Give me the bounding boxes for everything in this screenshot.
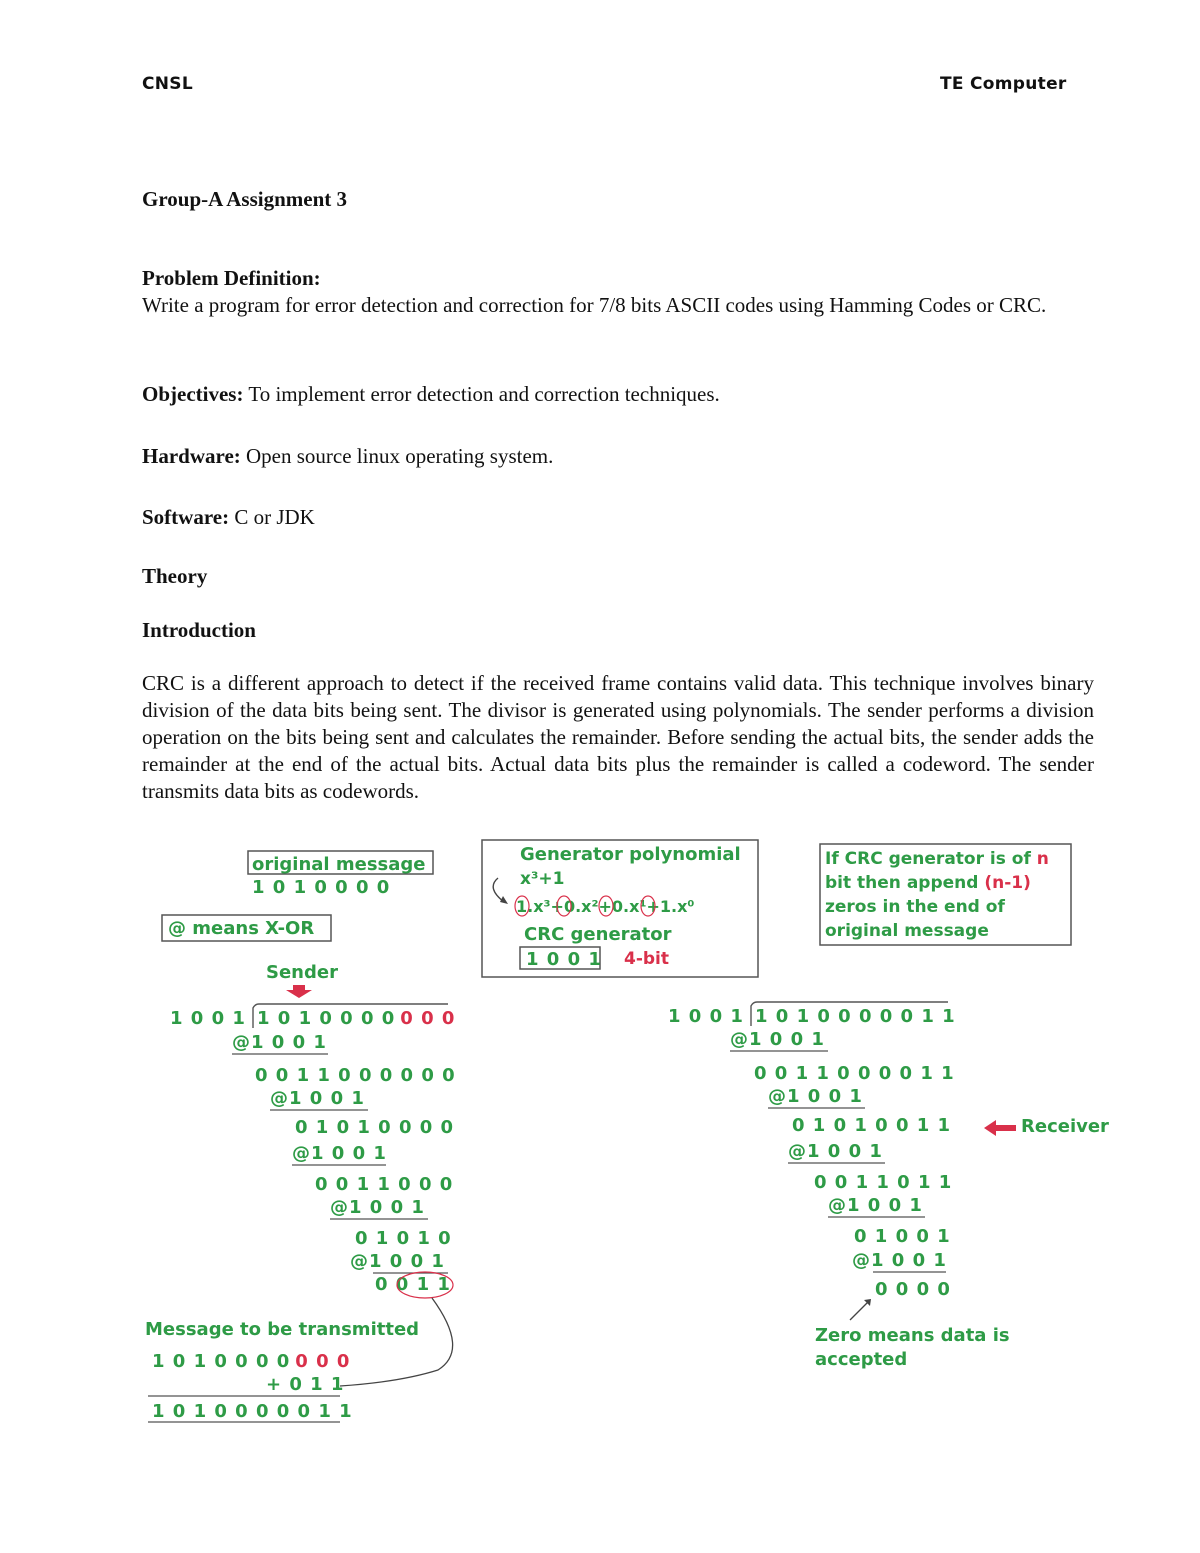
receiver-remainder: 0 0 0 0 bbox=[875, 1279, 951, 1300]
coef-x2: 0 bbox=[563, 897, 576, 916]
receiver-step-4: 0 1 0 1 0 0 1 1 bbox=[792, 1115, 952, 1136]
receiver-divisor: 1 0 0 1 bbox=[668, 1006, 744, 1027]
sender-step-1: @1 0 0 1 bbox=[232, 1032, 327, 1053]
crc-generator-label: CRC generator bbox=[524, 924, 672, 945]
remainder-arrow-icon bbox=[340, 1298, 453, 1386]
objectives-text: To implement error detection and correction techniques. bbox=[243, 382, 720, 406]
sender-label: Sender bbox=[266, 962, 338, 983]
receiver-step-1: @1 0 0 1 bbox=[730, 1029, 825, 1050]
header-class: TE Computer bbox=[940, 74, 1067, 94]
rule-line-2-n: (n-1) bbox=[984, 873, 1031, 893]
crc-bits-note: 4-bit bbox=[624, 949, 670, 969]
original-message-bits: 1 0 1 0 0 0 0 bbox=[252, 877, 391, 898]
generator-expanded bbox=[516, 897, 694, 916]
transmit-bits-zeros: 0 0 0 bbox=[295, 1351, 351, 1372]
receiver-label: Receiver bbox=[1021, 1116, 1109, 1137]
coef-x3: 1 bbox=[516, 897, 528, 916]
sender-step-7: @1 0 0 1 bbox=[330, 1197, 425, 1218]
rule-line-1 bbox=[825, 849, 1049, 869]
zero-note-line-2: accepted bbox=[815, 1349, 908, 1370]
hardware-label: Hardware: bbox=[142, 444, 241, 468]
hardware-text: Open source linux operating system. bbox=[240, 444, 554, 468]
sender-step-5: @1 0 0 1 bbox=[292, 1143, 387, 1164]
term-x2: .x²+ bbox=[575, 897, 612, 916]
sender-arrow-icon bbox=[286, 985, 312, 998]
sender-step-6: 0 0 1 1 0 0 0 bbox=[315, 1174, 454, 1195]
receiver-step-8: 0 1 0 0 1 bbox=[854, 1226, 951, 1247]
zero-note-arrow-icon bbox=[850, 1302, 868, 1320]
transmit-bits-main: 1 0 1 0 0 0 0 bbox=[152, 1351, 291, 1372]
zero-note-line-1: Zero means data is bbox=[815, 1325, 1010, 1346]
term-x0: .x⁰ bbox=[671, 897, 695, 916]
term-x3: .x³+ bbox=[527, 897, 564, 916]
transmit-plus: + 0 1 1 bbox=[266, 1374, 345, 1395]
sender-remainder: 0 0 1 1 bbox=[375, 1274, 451, 1295]
sender-dividend bbox=[257, 1008, 455, 1029]
crc-diagram bbox=[140, 830, 1120, 1440]
rule-line-4: original message bbox=[825, 921, 989, 941]
generator-title: Generator polynomial bbox=[520, 844, 741, 865]
receiver-step-5: @1 0 0 1 bbox=[788, 1141, 883, 1162]
coef-x0: 1 bbox=[659, 897, 671, 916]
term-x1: .x¹+ bbox=[623, 897, 660, 916]
crc-bits: 1 0 0 1 bbox=[526, 949, 602, 970]
transmit-result: 1 0 1 0 0 0 0 0 1 1 bbox=[152, 1401, 353, 1422]
objectives-line bbox=[142, 381, 1094, 408]
transmit-bits bbox=[152, 1351, 350, 1372]
introduction-heading: Introduction bbox=[142, 618, 256, 642]
receiver-step-3: @1 0 0 1 bbox=[768, 1086, 863, 1107]
sender-dividend-zeros: 0 0 0 bbox=[400, 1008, 456, 1029]
sender-divisor: 1 0 0 1 bbox=[170, 1008, 246, 1029]
sender-step-8: 0 1 0 1 0 bbox=[355, 1228, 452, 1249]
original-message-label: original message bbox=[252, 854, 426, 875]
receiver-step-2: 0 0 1 1 0 0 0 0 1 1 bbox=[754, 1063, 955, 1084]
introduction-paragraph: CRC is a different approach to detect if the received frame contains valid data. This technique involves binary division of the data bits being sent. The divisor is generated using polynomials. The sender performs a division operation on the bits being sent and calculates the remainder. Before sending the actual bits, the sender adds the remainder at the end of the actual bits. Actual data bits plus the remainder is called a codeword. The sender transmits data bits as codewords. bbox=[142, 671, 1094, 803]
xor-note: @ means X-OR bbox=[168, 918, 315, 939]
generator-poly: x³+1 bbox=[520, 869, 565, 889]
software-text: C or JDK bbox=[229, 505, 315, 529]
objectives-label: Objectives: bbox=[142, 382, 244, 406]
software-label: Software: bbox=[142, 505, 230, 529]
header-course: CNSL bbox=[142, 74, 193, 94]
rule-line-3: zeros in the end of bbox=[825, 897, 1005, 917]
arrowhead-icon bbox=[500, 896, 508, 904]
sender-step-3: @1 0 0 1 bbox=[270, 1088, 365, 1109]
rule-line-1-text: If CRC generator is of bbox=[825, 849, 1037, 869]
coef-x1: 0 bbox=[611, 897, 624, 916]
rule-line-1-n: n bbox=[1036, 849, 1049, 869]
sender-step-9: @1 0 0 1 bbox=[350, 1251, 445, 1272]
receiver-dividend: 1 0 1 0 0 0 0 0 1 1 bbox=[755, 1006, 956, 1027]
theory-heading: Theory bbox=[142, 564, 208, 588]
problem-text: Write a program for error detection and correction for 7/8 bits ASCII codes using Hamming Codes or CRC. bbox=[142, 293, 1047, 317]
sender-step-2: 0 0 1 1 0 0 0 0 0 0 bbox=[255, 1065, 456, 1086]
hardware-line bbox=[142, 443, 1094, 470]
receiver-step-9: @1 0 0 1 bbox=[852, 1250, 947, 1271]
transmit-label: Message to be transmitted bbox=[145, 1319, 420, 1340]
software-line bbox=[142, 504, 1094, 531]
sender-dividend-main: 1 0 1 0 0 0 0 bbox=[257, 1008, 396, 1029]
receiver-step-7: @1 0 0 1 bbox=[828, 1195, 923, 1216]
assignment-title: Group-A Assignment 3 bbox=[142, 187, 347, 211]
receiver-arrow-icon bbox=[984, 1120, 1016, 1136]
receiver-step-6: 0 0 1 1 0 1 1 bbox=[814, 1172, 953, 1193]
rule-line-2-text: bit then append bbox=[825, 873, 985, 893]
rule-line-2 bbox=[825, 873, 1031, 893]
problem-label: Problem Definition: bbox=[142, 266, 321, 290]
sender-step-4: 0 1 0 1 0 0 0 0 bbox=[295, 1117, 455, 1138]
